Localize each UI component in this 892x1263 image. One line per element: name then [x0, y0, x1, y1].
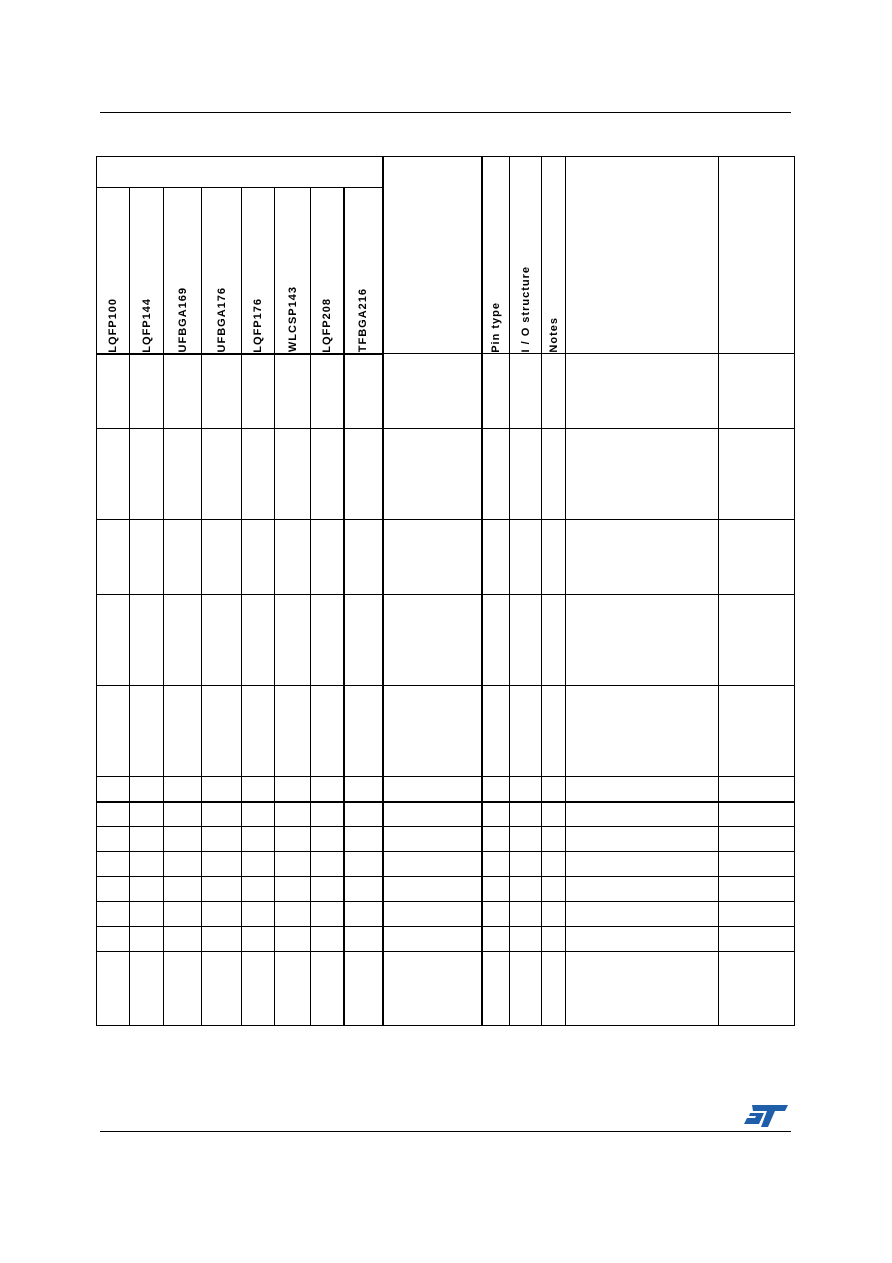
table-row — [97, 354, 795, 429]
col-header-ufbga169: UFBGA169 — [164, 188, 202, 354]
notes-header: Notes — [542, 157, 566, 354]
st-logo-icon — [743, 1104, 789, 1128]
col-header-ufbga176: UFBGA176 — [202, 188, 242, 354]
pinout-table — [96, 156, 795, 1026]
table-row — [97, 952, 795, 1026]
col-header-lqfp144: LQFP144 — [130, 188, 164, 354]
header-row-packages — [97, 157, 795, 188]
table-row — [97, 777, 795, 802]
table-row — [97, 877, 795, 902]
io-structure-header: I / O structure — [510, 157, 542, 354]
table-row — [97, 686, 795, 777]
alternate-functions-header — [566, 157, 719, 354]
table-row — [97, 520, 795, 595]
col-header-tfbga216: TFBGA216 — [344, 188, 383, 354]
table-row — [97, 852, 795, 877]
pin-name-header — [383, 157, 482, 354]
header-rule — [100, 112, 791, 113]
additional-functions-header — [719, 157, 795, 354]
table-row — [97, 429, 795, 520]
table-row — [97, 802, 795, 827]
col-header-lqfp100: LQFP100 — [97, 188, 130, 354]
table-row — [97, 595, 795, 686]
table-row — [97, 827, 795, 852]
pin-type-header: Pin type — [482, 157, 510, 354]
col-header-lqfp176: LQFP176 — [242, 188, 275, 354]
table-row — [97, 927, 795, 952]
table-row — [97, 902, 795, 927]
pin-number-group-header — [97, 157, 383, 188]
footer-rule — [100, 1131, 791, 1132]
col-header-lqfp208: LQFP208 — [311, 188, 344, 354]
col-header-wlcsp143: WLCSP143 — [275, 188, 311, 354]
